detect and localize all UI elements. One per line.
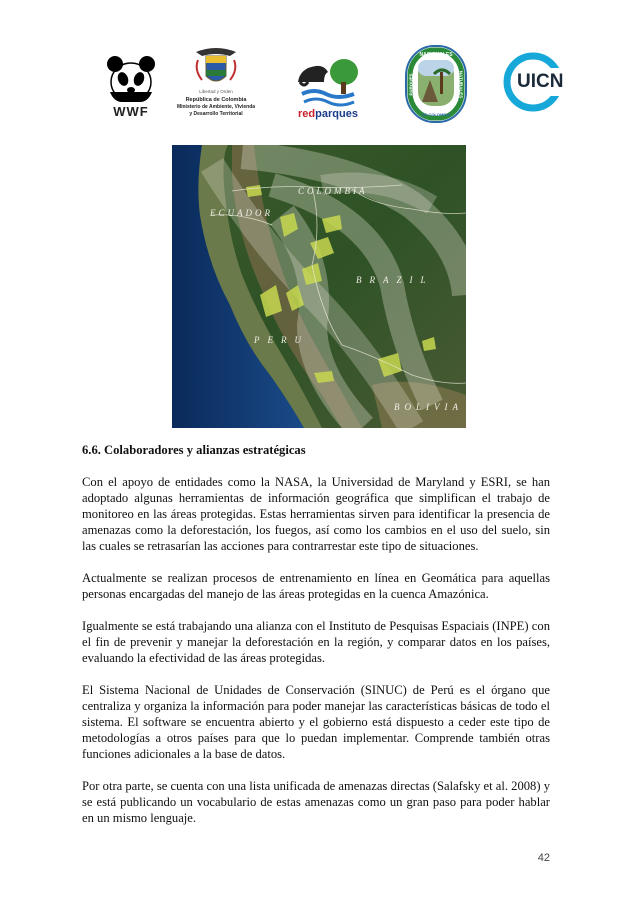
ministry-line-2: Ministerio de Ambiente, Vivienda [176,104,256,110]
parques-left-text: PARQUES [408,73,414,96]
jaguar-tree-icon [294,52,362,108]
ministry-line-3: y Desarrollo Territorial [189,111,243,117]
paragraph-3: Igualmente se está trabajando una alianza con el Instituto de Pesquisas Espaciais (INPE) con el fin de prevenir y manejar la deforestación en la región, y comparar datos en los países, evaluando la efectividad de las áreas protegidas. [82,619,550,665]
wwf-logo [104,52,158,122]
parques-bottom-text: DE COLOMBIA [421,112,451,117]
parques-nacionales-logo [404,44,468,124]
redparques-logo [294,52,362,124]
map-label-ecuador: ECUADOR [210,208,273,218]
ministry-line-1: República de Colombia [185,97,247,103]
redparques-label [294,108,362,120]
wwf-label: WWF [113,104,149,119]
map-label-colombia: COLOMBIA [298,186,368,196]
map-label-peru: PERU [254,335,309,345]
map-label-brazil: BRAZIL [356,275,434,285]
parques-right-text: NATURALES [458,70,464,99]
page-number: 42 [537,852,550,864]
paragraph-1: Con el apoyo de entidades como la NASA, la Universidad de Maryland y ESRI, se han adoptado algunas herramientas de información geográfica que simplifican el trabajo de monitoreo en las áreas protegidas. Estas herramientas sirven para identificar la presencia de amenazas como la deforestación, los fuegos, así como los cambios en el uso del suelo, sin las cuales se retrasarían las acciones para contrarrestar este tipo de situaciones. [82,475,550,553]
parques-top-text: NACIONALES [419,52,453,58]
uicn-label: UICN [517,71,564,92]
redparques-label-parques: parques [315,108,358,120]
section-heading: 6.6. Colaboradores y alianzas estratégicas [82,443,306,457]
motto-text: Libertad y Orden [199,89,233,94]
section-content [82,442,550,842]
amazon-map [172,145,466,428]
paragraph-5: Por otra parte, se cuenta con una lista unificada de amenazas directas (Salafsky et al. 2008) y se está publicando un vocabulario de estas amenazas como un gran paso para poder hablar en un mismo lenguaje. [82,779,550,825]
paragraph-4: El Sistema Nacional de Unidades de Conservación (SINUC) de Perú es el órgano que centraliza y organiza la información para poder manejar las características básicas de todo el sistema. El software se encuentra abierto y el gobierno está dispuesto a ceder este tipo de metodologías a otros países para que lo puedan implementar. Comprende también otras funciones adicionales a la base de datos. [82,683,550,761]
colombia-ministry-logo [176,46,256,130]
coat-of-arms-icon [176,46,256,90]
paragraph-2: Actualmente se realizan procesos de entrenamiento en línea en Geomática para aquellas personas encargadas del manejo de las áreas protegidas en la cuenca Amazónica. [82,571,550,601]
panda-icon [104,52,158,104]
uicn-logo [503,52,565,112]
logo-row [0,40,638,130]
redparques-label-red: red [298,108,316,120]
map-label-bolivia: BOLIVIA [394,402,463,412]
